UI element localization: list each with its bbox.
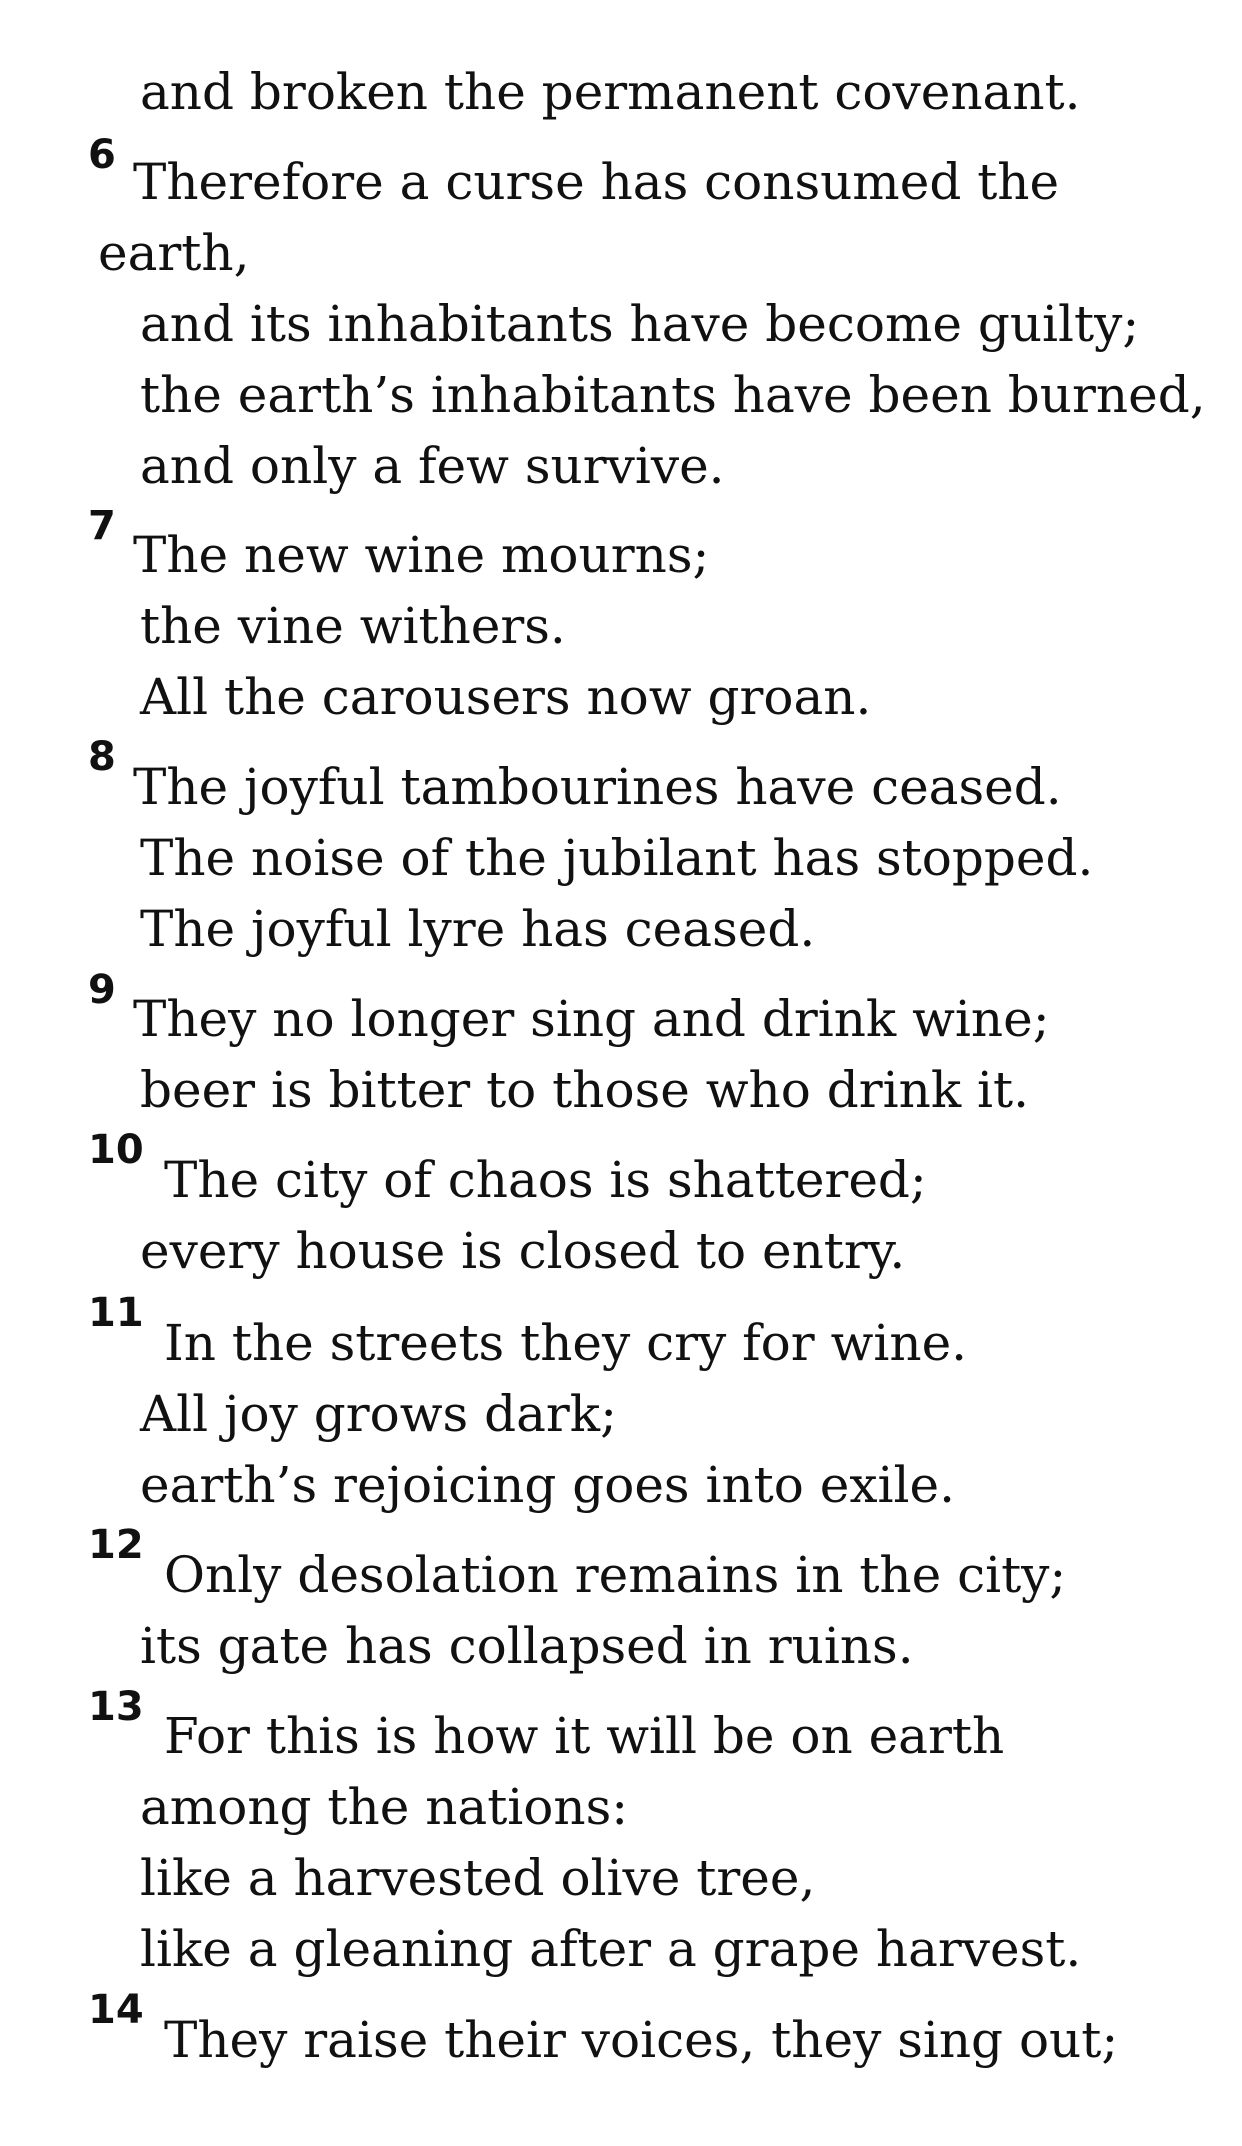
poetry-line: The noise of the jubilant has stopped.	[140, 829, 1094, 887]
poetry-line: In the streets they cry for wine.	[164, 1314, 968, 1372]
verse-number-10: 10	[88, 1127, 144, 1173]
poetry-line: The joyful lyre has ceased.	[140, 900, 816, 958]
verse-number-14: 14	[88, 1987, 144, 2033]
poetry-line: All the carousers now groan.	[140, 668, 872, 726]
poetry-line: its gate has collapsed in ruins.	[140, 1617, 914, 1675]
poetry-line: They raise their voices, they sing out;	[164, 2011, 1119, 2069]
verse-number-8: 8	[88, 734, 116, 780]
verse-number-7: 7	[88, 503, 116, 549]
verse-number-13: 13	[88, 1684, 144, 1730]
poetry-line: All joy grows dark;	[140, 1385, 617, 1443]
poetry-line: the vine withers.	[140, 597, 566, 655]
poetry-line: For this is how it will be on earth	[164, 1707, 1005, 1765]
poetry-line: earth,	[98, 224, 250, 282]
poetry-line: The joyful tambourines have ceased.	[133, 758, 1062, 816]
poetry-line: the earth’s inhabitants have been burned,	[140, 366, 1206, 424]
poetry-line: Therefore a curse has consumed the	[133, 153, 1060, 211]
poetry-line: The new wine mourns;	[133, 526, 710, 584]
verse-number-12: 12	[88, 1522, 144, 1568]
poetry-line: like a gleaning after a grape harvest.	[140, 1920, 1082, 1978]
poetry-line: They no longer sing and drink wine;	[133, 990, 1050, 1048]
poetry-line: like a harvested olive tree,	[140, 1849, 816, 1907]
verse-number-9: 9	[88, 967, 116, 1013]
poetry-line: Only desolation remains in the city;	[164, 1546, 1067, 1604]
poetry-line: and broken the permanent covenant.	[140, 63, 1081, 121]
poetry-line: The city of chaos is shattered;	[164, 1151, 927, 1209]
poetry-line: and its inhabitants have become guilty;	[140, 295, 1140, 353]
poetry-line: beer is bitter to those who drink it.	[140, 1061, 1029, 1119]
poetry-line: every house is closed to entry.	[140, 1222, 906, 1280]
verse-number-11: 11	[88, 1290, 144, 1336]
poetry-line: and only a few survive.	[140, 437, 725, 495]
verse-number-6: 6	[88, 132, 116, 178]
poetry-line: earth’s rejoicing goes into exile.	[140, 1456, 956, 1514]
poetry-line: among the nations:	[140, 1778, 629, 1836]
